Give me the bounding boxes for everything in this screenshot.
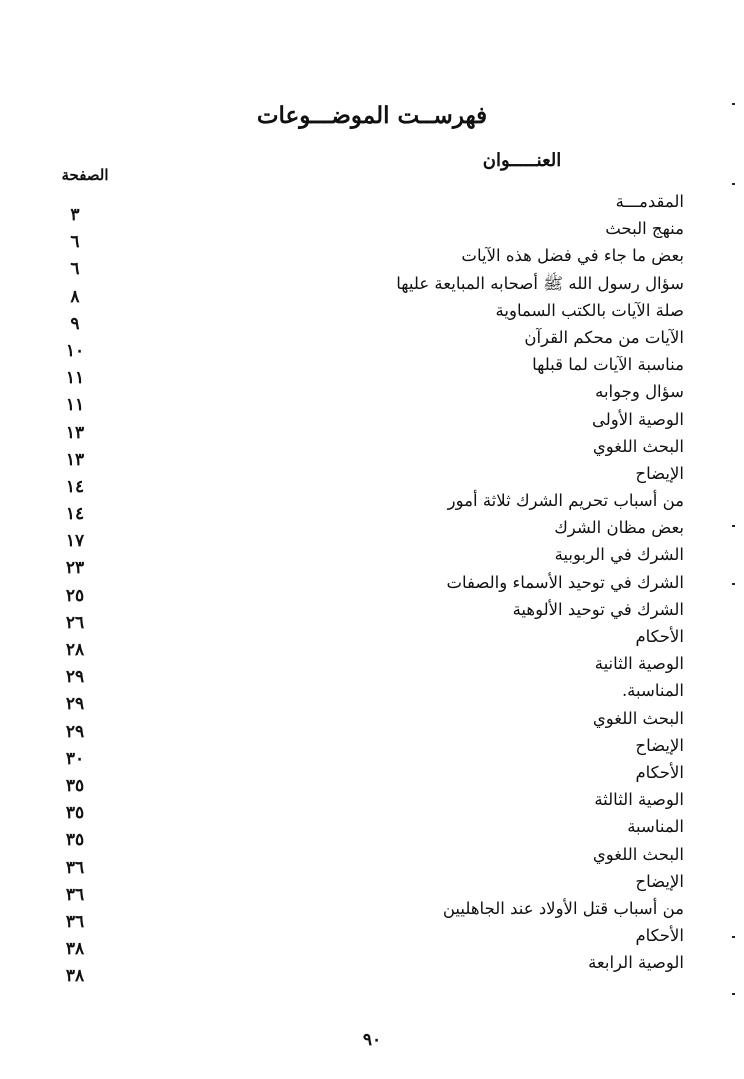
- toc-entry-page: ٣٥: [65, 775, 85, 796]
- toc-entry-title: الإيضاح: [635, 735, 684, 755]
- toc-entry: [0, 623, 744, 660]
- toc-entry-page: ٩: [70, 313, 80, 334]
- toc-entry: [0, 351, 744, 389]
- toc-entry: [0, 215, 744, 253]
- toc-entry-page: ١١: [65, 368, 85, 389]
- toc-entry-title: من أسباب قتل الأولاد عند الجاهليين: [442, 898, 684, 918]
- toc-list: [0, 188, 744, 987]
- toc-entry-title: منهج البحث: [605, 219, 684, 239]
- toc-entry-title: البحث اللغوي: [592, 436, 684, 456]
- toc-entry-title: الأحكام: [635, 762, 684, 782]
- toc-entry-title: الأحكام: [635, 926, 684, 946]
- toc-entry: [0, 433, 744, 470]
- toc-entry: [0, 188, 744, 225]
- toc-entry: [0, 732, 744, 769]
- toc-entry-title: الوصية الثالثة: [594, 790, 684, 810]
- toc-entry: [0, 460, 744, 497]
- toc-entry: [0, 569, 744, 606]
- toc-entry: [0, 677, 744, 715]
- toc-entry: [0, 922, 744, 960]
- toc-entry-page: ٢٨: [65, 640, 85, 660]
- toc-entry-page: ٣٥: [65, 803, 85, 824]
- toc-entry-title: الإيضاح: [635, 463, 684, 483]
- margin-speck: [732, 525, 735, 527]
- toc-entry-title: الأحكام: [635, 627, 684, 646]
- toc-entry-page: ٣: [70, 205, 80, 225]
- toc-entry-page: ٦: [70, 259, 80, 280]
- toc-entry: [0, 596, 744, 633]
- toc-entry: [0, 895, 744, 932]
- toc-entry-page: ٣٦: [65, 911, 85, 932]
- toc-entry-title: بعض ما جاء في فضل هذه الآيات: [461, 246, 684, 266]
- toc-entry-page: ٢٩: [65, 721, 85, 742]
- toc-entry-title: من أسباب تحريم الشرك ثلاثة أمور: [447, 491, 684, 511]
- toc-entry-page: ١٣: [65, 422, 85, 443]
- toc-entry: [0, 841, 744, 878]
- toc-entry-page: ٢٦: [65, 612, 85, 633]
- page-number: ٩٠: [362, 1030, 382, 1050]
- toc-entry-page: ١٤: [65, 504, 85, 525]
- toc-entry-title: الآيات من محكم القرآن: [524, 327, 684, 347]
- toc-entry-page: ٣٦: [65, 857, 85, 878]
- toc-entry-title: الوصية الرابعة: [588, 953, 684, 973]
- toc-entry-page: ٣٨: [65, 939, 85, 960]
- toc-entry-title: المناسبة.: [621, 681, 684, 701]
- toc-entry: [0, 949, 744, 987]
- toc-entry-page: ٣٠: [65, 748, 85, 769]
- toc-entry: [0, 813, 744, 851]
- column-header-page: الصفحة: [61, 166, 109, 184]
- toc-entry-page: ٣٨: [65, 966, 85, 987]
- toc-entry-page: ٢٩: [65, 667, 85, 688]
- toc-entry: [0, 650, 744, 688]
- toc-entry-page: ٦: [70, 232, 80, 253]
- toc-entry-title: بعض مظان الشرك: [554, 518, 684, 538]
- page-title: فهرســت الموضـــوعات: [256, 102, 488, 129]
- toc-entry-title: سؤال رسول الله ﷺ أصحابه المبايعة عليها: [396, 273, 684, 293]
- toc-entry: [0, 868, 744, 905]
- toc-entry-page: ٣٦: [65, 884, 85, 905]
- toc-entry-page: ١٤: [65, 476, 85, 497]
- toc-entry-page: ١١: [65, 395, 85, 416]
- toc-entry-title: الشرك في الربوبية: [554, 545, 684, 565]
- toc-entry-page: ١٠: [65, 340, 85, 361]
- margin-speck: [732, 936, 735, 938]
- toc-entry: [0, 487, 744, 525]
- toc-entry: [0, 759, 744, 796]
- toc-entry-title: الشرك في توحيد الأسماء والصفات: [446, 572, 684, 592]
- margin-speck: [732, 583, 735, 585]
- margin-speck: [732, 183, 735, 185]
- toc-entry-page: ٢٩: [65, 694, 85, 715]
- toc-entry-page: ٣٥: [65, 830, 85, 851]
- toc-entry: [0, 270, 744, 307]
- toc-entry-title: المناسبة: [627, 817, 684, 837]
- toc-entry-title: الشرك في توحيد الألوهية: [512, 599, 684, 619]
- margin-speck: [732, 103, 735, 105]
- toc-entry: [0, 406, 744, 443]
- toc-entry: [0, 786, 744, 824]
- toc-entry-page: ٢٥: [65, 585, 85, 606]
- toc-entry-title: مناسبة الآيات لما قبلها: [532, 355, 684, 375]
- toc-entry: [0, 297, 744, 334]
- toc-entry-title: الإيضاح: [635, 871, 684, 891]
- toc-entry-page: ٨: [70, 286, 80, 307]
- toc-entry: [0, 541, 744, 579]
- toc-entry-page: ١٣: [65, 449, 85, 470]
- toc-entry-page: ٢٣: [65, 558, 85, 579]
- toc-entry-title: صلة الآيات بالكتب السماوية: [495, 300, 684, 320]
- toc-entry-title: سؤال وجوابه: [595, 382, 684, 402]
- toc-entry-title: الوصية الثانية: [594, 654, 684, 674]
- toc-entry: [0, 242, 744, 280]
- column-header-title: العنـــــوان: [482, 150, 562, 171]
- toc-entry-title: البحث اللغوي: [592, 708, 684, 728]
- margin-speck: [732, 993, 735, 995]
- toc-entry: [0, 514, 744, 552]
- toc-entry-title: المقدمـــة: [615, 192, 684, 211]
- toc-entry: [0, 705, 744, 742]
- toc-entry: [0, 324, 744, 361]
- toc-entry-title: الوصية الأولى: [592, 409, 684, 429]
- toc-entry-title: البحث اللغوي: [592, 844, 684, 864]
- toc-entry: [0, 378, 744, 416]
- toc-entry-page: ١٧: [65, 531, 85, 552]
